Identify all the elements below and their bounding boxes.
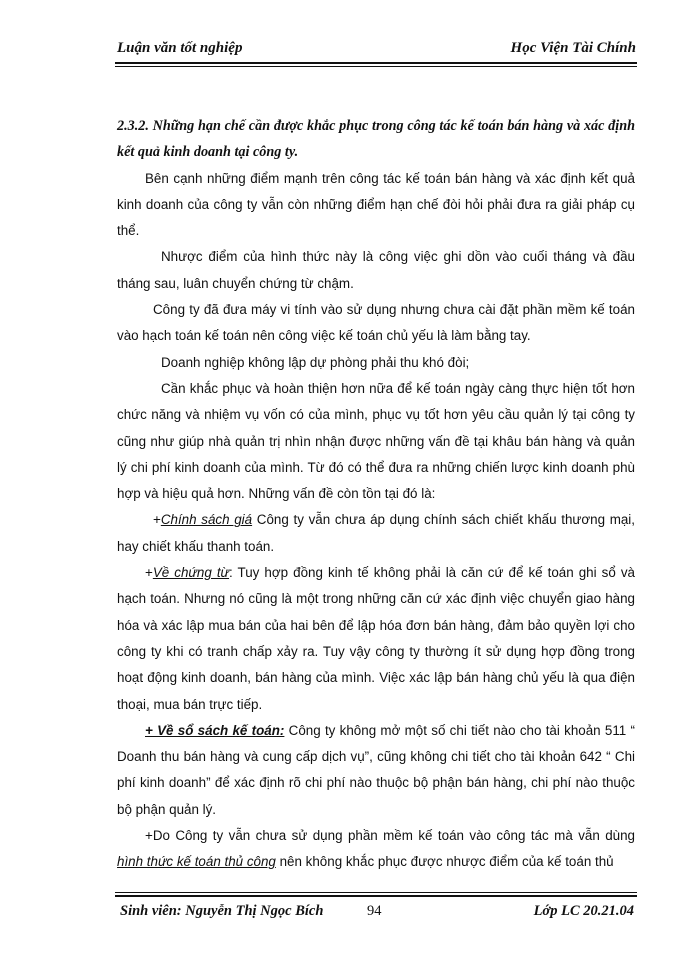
footer-class: Lớp LC 20.21.04 bbox=[533, 903, 634, 919]
footer-page-number: 94 bbox=[367, 903, 382, 919]
paragraph-6-text: Công ty vẫn chưa áp dụng chính sách chiết khấu thương mại, hay chiết khấu thanh toán. bbox=[117, 512, 636, 554]
page-body bbox=[117, 113, 635, 876]
paragraph-2: Nhược điểm của hình thức này là công việc ghi dồn vào cuối tháng và đầu tháng sau, luân chuyển chứng từ chậm. bbox=[117, 249, 635, 291]
paragraph-6-prefix: + bbox=[153, 512, 161, 528]
paragraph-8-text: Công ty không mở một số chi tiết nào cho tài khoản 511 “ Doanh thu bán hàng và cung cấp dịch vụ”, cũng không chi tiết cho tài khoản 642 “ Chi phí kinh doanh” để xác định rõ chi phí nào thuộc bộ phận bán hàng, chi phí nào thuộc bộ phận quản lý. bbox=[117, 722, 635, 817]
paragraph-9-text: nên không khắc phục được nhược điểm của kế toán thủ bbox=[275, 854, 614, 870]
header-institution: Học Viện Tài Chính bbox=[510, 40, 636, 56]
header-rule-thick bbox=[115, 62, 637, 64]
paragraph-6 bbox=[117, 507, 635, 560]
paragraph-5: Cần khắc phục và hoàn thiện hơn nữa để kế toán ngày càng thực hiện tốt hơn chức năng và nhiệm vụ vốn có của mình, phục vụ tốt hơn yêu cầu quản lý tại công ty cũng như giúp nhà quản trị nhìn nhận được những vấn đề tại khâu bán hàng và quản lý chi phí kinh doanh của mình. Từ đó có thể đưa ra những chiến lược kinh doanh phù hợp và hiệu quả hơn. Những vấn đề còn tồn tại đó là: bbox=[117, 380, 635, 502]
paragraph-9 bbox=[117, 823, 635, 876]
term-pricing-policy: Chính sách giá bbox=[160, 512, 253, 528]
paragraph-7-prefix: + bbox=[145, 565, 153, 581]
footer-student-name: Sinh viên: Nguyễn Thị Ngọc Bích bbox=[120, 903, 324, 919]
paragraph-8 bbox=[117, 718, 635, 823]
paragraph-1: Bên cạnh những điểm mạnh trên công tác kế toán bán hàng và xác định kết quả kinh doanh của công ty vẫn còn những điểm hạn chế đòi hỏi phải đưa ra giải pháp cụ thể. bbox=[117, 170, 635, 239]
paragraph-3: Công ty đã đưa máy vi tính vào sử dụng nhưng chưa cài đặt phần mềm kế toán vào hạch toán kế toán nên công việc kế toán chủ yếu là làm bằng tay. bbox=[117, 302, 635, 344]
footer-rule-thin bbox=[115, 892, 637, 893]
section-heading: 2.3.2. Những hạn chế cần được khắc phục trong công tác kế toán bán hàng và xác định kết quả kinh doanh tại công ty. bbox=[117, 118, 635, 161]
paragraph-9-prefix: +Do Công ty vẫn chưa sử dụng phần mềm kế toán vào công tác mà vẫn dùng bbox=[145, 828, 635, 844]
paragraph-7-text: : Tuy hợp đồng kinh tế không phải là căn cứ để kế toán ghi sổ và hạch toán. Nhưng nó cũng là một trong những căn cứ xác định việc chuyển giao hàng hóa và xác lập mua bán của hai bên để lập hóa đơn bán hàng, đảm bảo quyền lợi cho công ty khi có tranh chấp xảy ra. Tuy vậy công ty thường ít sử dụng hợp đồng trong hoạt động kinh doanh, bán hàng của mình. Việc xác lập bán hàng chủ yếu là qua điện thoại, mua bán trực tiếp. bbox=[117, 565, 635, 712]
term-manual-accounting: hình thức kế toán thủ công bbox=[117, 854, 276, 870]
header-rule-thin bbox=[115, 66, 637, 67]
paragraph-4: Doanh nghiệp không lập dự phòng phải thu khó đòi; bbox=[161, 354, 470, 370]
term-accounting-books: + Về sổ sách kế toán: bbox=[145, 722, 285, 738]
footer-rule-thick bbox=[115, 895, 637, 897]
paragraph-7 bbox=[117, 560, 635, 718]
term-documents: Về chứng từ bbox=[152, 565, 230, 581]
header-thesis-title: Luận văn tốt nghiệp bbox=[117, 40, 243, 56]
